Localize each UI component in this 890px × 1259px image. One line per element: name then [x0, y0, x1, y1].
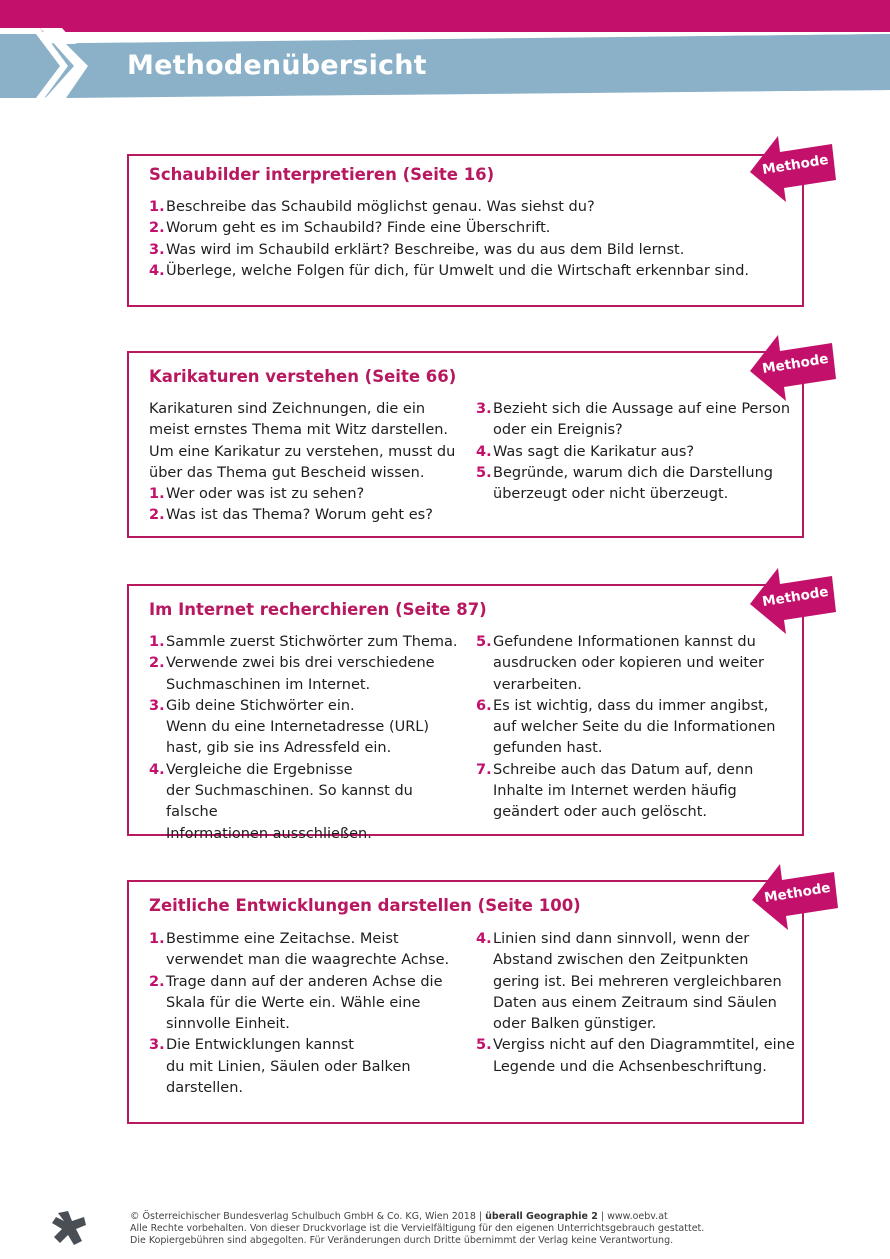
footer-copyright	[130, 1211, 704, 1248]
list-item: 3. Die Entwicklungen kannst du mit Linien, Säulen oder Balken darstellen.	[149, 1037, 411, 1097]
list-item: 2. Trage dann auf der anderen Achse die Skala für die Werte ein. Wähle eine sinnvolle Einheit.	[149, 973, 443, 1033]
section-title: Im Internet recherchieren (Seite 87)	[149, 600, 487, 619]
list-item: 6. Es ist wichtig, dass du immer angibst, auf welcher Seite du die Informationen gefunden hast.	[476, 697, 776, 757]
list-item: 1. Beschreibe das Schaubild möglichst genau. Was siehst du?	[149, 199, 595, 215]
list-item: 5. Gefundene Informationen kannst du ausdrucken oder kopieren und weiter verarbeiten.	[476, 634, 764, 693]
list-item: 5. Begründe, warum dich die Darstellung überzeugt oder nicht überzeugt.	[476, 464, 773, 503]
methode-tag-1	[748, 134, 838, 202]
list-item: 1. Wer oder was ist zu sehen?	[149, 486, 365, 503]
list-item: 5. Vergiss nicht auf den Diagrammtitel, eine Legende und die Achsenbeschriftung.	[476, 1037, 795, 1075]
list-item: 2. Verwende zwei bis drei verschiedene Suchmaschinen im Internet.	[149, 655, 435, 693]
section-title: Karikaturen verstehen (Seite 66)	[149, 367, 457, 386]
methode-label: Methode	[761, 583, 830, 611]
list-item: 1. Sammle zuerst Stichwörter zum Thema.	[149, 634, 458, 650]
list-item: 3. Bezieht sich die Aussage auf eine Person oder ein Ereignis?	[476, 401, 791, 439]
list-item: 4. Was sagt die Karikatur aus?	[476, 443, 695, 460]
footer-line-2: Alle Rechte vorbehalten. Von dieser Druckvorlage ist die Vervielfältigung für den eigenen Unterrichtsgebrauch gestattet.	[130, 1223, 705, 1235]
methode-tag-3	[748, 566, 838, 634]
method-box-karikaturen	[127, 351, 804, 538]
list-item: 3. Was wird im Schaubild erklärt? Beschreibe, was du aus dem Bild lernst.	[149, 241, 685, 258]
footer-line-1: © Österreichischer Bundesverlag Schulbuch GmbH & Co. KG, Wien 2018 | überall Geographie 2 | www.oebv.at	[130, 1211, 668, 1222]
list-item: 2. Worum geht es im Schaubild? Finde eine Überschrift.	[149, 220, 551, 237]
methode-label: Methode	[763, 879, 832, 907]
right-column	[476, 929, 801, 1078]
method-box-zeitliche-entwicklungen	[127, 880, 804, 1124]
list-item: 1. Bestimme eine Zeitachse. Meist verwendet man die waagrechte Achse.	[149, 931, 450, 969]
list-item: 3. Gib deine Stichwörter ein. Wenn du eine Internetadresse (URL) hast, gib sie ins Adressfeld ein.	[149, 697, 430, 757]
methode-tag-2	[748, 333, 838, 401]
method-box-schaubilder	[127, 154, 804, 307]
left-column	[149, 632, 469, 845]
left-column	[149, 399, 469, 527]
left-column	[149, 929, 469, 1099]
section-title: Zeitliche Entwicklungen darstellen (Seite 100)	[149, 896, 581, 915]
right-column	[476, 399, 796, 505]
publisher-logo-icon	[50, 1207, 90, 1247]
intro-text: Karikaturen sind Zeichnungen, die ein meist ernstes Thema mit Witz darstellen. Um eine Karikatur zu verstehen, musst du über das Thema gut Bescheid wissen.	[149, 401, 456, 481]
methode-tag-4	[750, 862, 840, 930]
page-title: Methodenübersicht	[127, 50, 427, 81]
list-item: 4. Linien sind dann sinnvoll, wenn der Abstand zwischen den Zeitpunkten gering ist. Bei mehreren vergleichbaren Daten aus einem Zeitraum sind Säulen oder Balken günstiger.	[476, 931, 782, 1033]
list-item: 2. Was ist das Thema? Worum geht es?	[149, 507, 433, 524]
right-column	[476, 632, 796, 824]
list-item: 4. Vergleiche die Ergebnisse der Suchmaschinen. So kannst du falsche Informationen ausschließen.	[149, 761, 413, 842]
numbered-list	[149, 197, 789, 282]
methode-label: Methode	[761, 151, 830, 179]
methode-label: Methode	[761, 350, 830, 378]
method-box-internet	[127, 584, 804, 842]
footer-line-3: Die Kopiergebühren sind abgegolten. Für Veränderungen durch Dritte übernimmt der Verlag keine Verantwortung.	[130, 1235, 674, 1247]
list-item: 4. Überlege, welche Folgen für dich, für Umwelt und die Wirtschaft erkennbar sind.	[149, 262, 750, 279]
list-item: 7. Schreibe auch das Datum auf, denn Inhalte im Internet werden häufig geändert oder auch gelöscht.	[476, 761, 754, 821]
section-title: Schaubilder interpretieren (Seite 16)	[149, 165, 495, 184]
